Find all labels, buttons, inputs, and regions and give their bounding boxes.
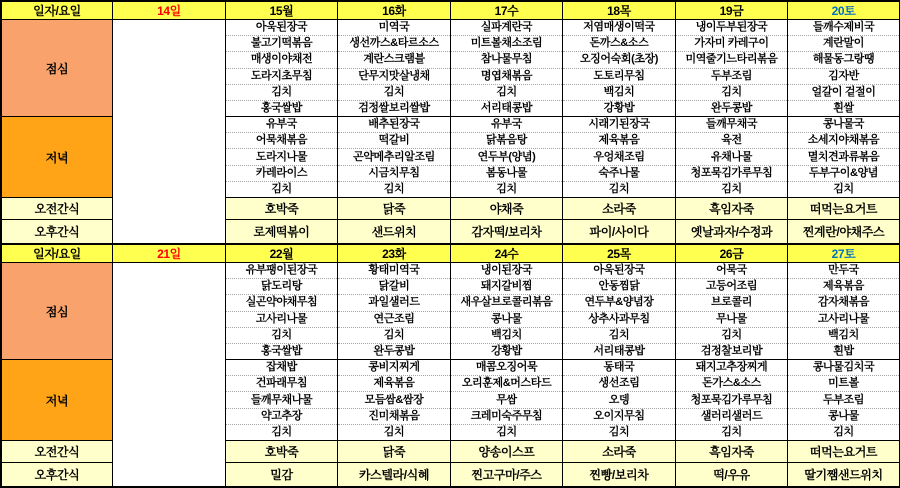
menu-item: 미역줄기느타리볶음 xyxy=(676,51,787,67)
menu-item: 오징어숙회(초장) xyxy=(563,51,675,67)
menu-cell xyxy=(338,360,451,441)
menu-cell xyxy=(338,20,451,117)
menu-item-stack xyxy=(451,20,562,116)
menu-item: 백김치 xyxy=(451,327,562,343)
snack-cell: 로제떡볶이 xyxy=(226,220,338,244)
menu-item: 들깨무채나물 xyxy=(226,391,337,407)
menu-cell xyxy=(676,20,788,117)
menu-item: 동태국 xyxy=(603,361,635,374)
morning_snack-row-label: 오전간식 xyxy=(2,198,113,220)
menu-item: 실파계란국 xyxy=(480,21,533,34)
menu-cell xyxy=(226,263,338,360)
menu-item: 유부국 xyxy=(491,118,522,131)
dinner-row-label: 저녁 xyxy=(2,360,113,441)
snack-cell: 밀감 xyxy=(226,463,338,487)
menu-item: 완두콩밥 xyxy=(676,100,787,116)
menu-item: 실곤약야채무침 xyxy=(226,294,337,310)
snack-cell: 닭죽 xyxy=(338,198,451,220)
menu-item: 김치 xyxy=(563,327,675,343)
menu-item: 아욱된장국 xyxy=(255,21,308,34)
menu-item: 백김치 xyxy=(563,84,675,100)
snack-cell: 소라죽 xyxy=(563,198,676,220)
menu-item-stack xyxy=(563,360,675,440)
menu-item: 냉이된장국 xyxy=(480,264,533,277)
snack-cell: 호박죽 xyxy=(226,198,338,220)
menu-item: 김치 xyxy=(338,181,450,197)
menu-item: 김치 xyxy=(788,424,899,440)
menu-item: 돈가스&소스 xyxy=(676,375,787,391)
menu-item: 닭볶음탕 xyxy=(451,132,562,148)
menu-item: 저염매생이떡국 xyxy=(583,21,655,34)
menu-item: 고사리나물 xyxy=(788,311,899,327)
menu-item: 들깨수제비국 xyxy=(812,21,875,34)
menu-item: 무쌈 xyxy=(451,391,562,407)
menu-item: 흰쌀 xyxy=(788,100,899,116)
corner-header: 일자/요일 xyxy=(2,245,113,263)
menu-item: 도토리무침 xyxy=(563,68,675,84)
menu-item: 안동찜닭 xyxy=(563,278,675,294)
snack-cell: 감자떡/보리차 xyxy=(451,220,563,244)
menu-item: 김치 xyxy=(451,84,562,100)
snack-cell: 찐빵/보리차 xyxy=(563,463,676,487)
menu-item: 돈까스&소스 xyxy=(563,35,675,51)
menu-item: 카레라이스 xyxy=(226,165,337,181)
menu-item-stack xyxy=(338,263,450,359)
menu-item: 크레미숙주무침 xyxy=(451,408,562,424)
menu-item: 생선까스&타르소스 xyxy=(338,35,450,51)
menu-item: 매콤오징어묵 xyxy=(475,361,538,374)
menu-item-stack xyxy=(451,263,562,359)
menu-item: 유채나물 xyxy=(676,148,787,164)
menu-item: 오뎅 xyxy=(563,391,675,407)
snack-cell: 흑임자죽 xyxy=(676,198,788,220)
menu-item: 오리훈제&머스타드 xyxy=(451,375,562,391)
menu-cell xyxy=(451,117,563,198)
menu-item-stack xyxy=(451,360,562,440)
menu-cell xyxy=(338,263,451,360)
menu-item: 봄동나물 xyxy=(451,165,562,181)
menu-cell xyxy=(451,20,563,117)
empty-date-column xyxy=(113,263,226,487)
day-header: 25목 xyxy=(563,245,676,263)
header-row xyxy=(2,2,900,20)
menu-item: 감자채볶음 xyxy=(788,294,899,310)
menu-item: 오이지무침 xyxy=(563,408,675,424)
menu-cell xyxy=(563,20,676,117)
menu-item: 강황밥 xyxy=(563,100,675,116)
menu-item-stack xyxy=(788,360,899,440)
menu-item: 돼지고추장찌게 xyxy=(695,361,768,374)
menu-item: 아욱된장국 xyxy=(593,264,645,277)
menu-item: 상추사과무침 xyxy=(563,311,675,327)
day-header: 19금 xyxy=(676,2,788,20)
menu-item: 홍국쌀밥 xyxy=(226,100,337,116)
menu-item: 유부국 xyxy=(266,118,297,131)
menu-item-stack xyxy=(563,117,675,197)
menu-item: 김치 xyxy=(451,424,562,440)
empty-date-column xyxy=(113,20,226,244)
menu-item-stack xyxy=(338,117,450,197)
menu-item: 진미채볶음 xyxy=(338,408,450,424)
menu-cell xyxy=(676,117,788,198)
afternoon_snack-row-label: 오후간식 xyxy=(2,463,113,487)
menu-item-stack xyxy=(563,263,675,359)
menu-item-stack xyxy=(788,263,899,359)
menu-item: 제육볶음 xyxy=(338,375,450,391)
menu-item: 소세지야채볶음 xyxy=(788,132,899,148)
menu-item-stack xyxy=(788,20,899,116)
day-header: 20토 xyxy=(788,2,900,20)
menu-item: 곤약메추리알조림 xyxy=(338,148,450,164)
day-header: 27토 xyxy=(788,245,900,263)
menu-item-stack xyxy=(676,20,787,116)
menu-item: 무나물 xyxy=(676,311,787,327)
menu-item: 냉이두부된장국 xyxy=(695,21,768,34)
menu-item: 완두콩밥 xyxy=(338,343,450,359)
day-header: 26금 xyxy=(676,245,788,263)
menu-cell xyxy=(226,360,338,441)
menu-item-stack xyxy=(226,117,337,197)
menu-item: 해물동그랑땡 xyxy=(788,51,899,67)
menu-item-stack xyxy=(226,20,337,116)
menu-item: 단무지맛살냉채 xyxy=(338,68,450,84)
menu-cell xyxy=(788,117,900,198)
menu-item: 숙주나물 xyxy=(563,165,675,181)
menu-item: 김치 xyxy=(338,84,450,100)
menu-item: 제육볶음 xyxy=(563,132,675,148)
menu-item: 어묵국 xyxy=(716,264,747,277)
menu-item: 모듬쌈&쌈장 xyxy=(338,391,450,407)
day-header: 22월 xyxy=(226,245,338,263)
menu-item: 청포묵김가루무침 xyxy=(676,165,787,181)
menu-item: 명엽채볶음 xyxy=(451,68,562,84)
menu-cell xyxy=(563,117,676,198)
corner-header: 일자/요일 xyxy=(2,2,113,20)
menu-item: 검정쌀보리쌀밥 xyxy=(338,100,450,116)
snack-cell: 옛날과자/수정과 xyxy=(676,220,788,244)
menu-item: 건파래무침 xyxy=(226,375,337,391)
menu-item: 홍국쌀밥 xyxy=(226,343,337,359)
day-header: 16화 xyxy=(338,2,451,20)
day-header: 17수 xyxy=(451,2,563,20)
menu-item: 김치 xyxy=(226,181,337,197)
day-header: 24수 xyxy=(451,245,563,263)
menu-cell xyxy=(338,117,451,198)
menu-cell xyxy=(788,360,900,441)
date-header: 21일 xyxy=(113,245,226,263)
menu-item-stack xyxy=(788,117,899,197)
menu-item: 검정찰보리밥 xyxy=(676,343,787,359)
lunch-row xyxy=(2,263,900,360)
menu-item: 떡갈비 xyxy=(338,132,450,148)
snack-cell: 야채죽 xyxy=(451,198,563,220)
menu-item: 만두국 xyxy=(828,264,859,277)
menu-item: 미트볼채소조림 xyxy=(451,35,562,51)
snack-cell: 떡/우유 xyxy=(676,463,788,487)
menu-item-stack xyxy=(676,263,787,359)
menu-item: 생선조림 xyxy=(563,375,675,391)
menu-item: 어묵채볶음 xyxy=(226,132,337,148)
menu-item: 가자미 카레구이 xyxy=(676,35,787,51)
menu-cell xyxy=(676,263,788,360)
menu-cell xyxy=(451,360,563,441)
menu-item: 콩나물김치국 xyxy=(812,361,875,374)
menu-item: 미역국 xyxy=(378,21,410,34)
day-header: 15월 xyxy=(226,2,338,20)
menu-item: 연근조림 xyxy=(338,311,450,327)
menu-item: 참나물무침 xyxy=(451,51,562,67)
menu-item: 강황밥 xyxy=(451,343,562,359)
header-row xyxy=(2,245,900,263)
menu-cell xyxy=(226,117,338,198)
menu-item: 흰밥 xyxy=(788,343,899,359)
menu-item: 콩나물국 xyxy=(823,118,864,131)
menu-item: 돼지갈비찜 xyxy=(451,278,562,294)
menu-item: 새우살브로콜리볶음 xyxy=(451,294,562,310)
menu-item-stack xyxy=(563,20,675,116)
snack-cell: 떠먹는요거트 xyxy=(788,198,900,220)
snack-cell: 소라죽 xyxy=(563,441,676,463)
menu-item: 두부조림 xyxy=(676,68,787,84)
menu-item-stack xyxy=(338,360,450,440)
menu-item: 김치 xyxy=(788,181,899,197)
menu-item: 김치 xyxy=(563,424,675,440)
menu-item: 과일샐러드 xyxy=(338,294,450,310)
menu-item: 시래기된장국 xyxy=(588,118,650,131)
menu-item: 김치 xyxy=(676,84,787,100)
menu-item: 육전 xyxy=(676,132,787,148)
menu-item: 매생이야채전 xyxy=(226,51,337,67)
menu-item-stack xyxy=(676,117,787,197)
snack-cell: 호박죽 xyxy=(226,441,338,463)
menu-item: 계란스크램블 xyxy=(338,51,450,67)
menu-cell xyxy=(563,263,676,360)
lunch-row xyxy=(2,20,900,117)
menu-item: 김치 xyxy=(563,181,675,197)
menu-item: 잡채밥 xyxy=(266,361,297,374)
menu-item: 김치 xyxy=(226,84,337,100)
snack-cell: 파이/사이다 xyxy=(563,220,676,244)
menu-item: 백김치 xyxy=(788,327,899,343)
menu-item: 콩비지찌게 xyxy=(368,361,420,374)
afternoon_snack-row-label: 오후간식 xyxy=(2,220,113,244)
snack-cell: 찐계란/야채주스 xyxy=(788,220,900,244)
menu-item: 김치 xyxy=(676,424,787,440)
lunch-row-label: 점심 xyxy=(2,20,113,117)
menu-item: 들깨무채국 xyxy=(705,118,758,131)
menu-item: 유부팽이된장국 xyxy=(245,264,318,277)
menu-cell xyxy=(788,20,900,117)
menu-item: 고사리나물 xyxy=(226,311,337,327)
snack-cell: 카스텔라/식혜 xyxy=(338,463,451,487)
snack-cell: 양송이스프 xyxy=(451,441,563,463)
menu-item: 김자반 xyxy=(788,68,899,84)
menu-item: 김치 xyxy=(676,327,787,343)
menu-item: 두부조림 xyxy=(788,391,899,407)
snack-cell: 찐고구마/주스 xyxy=(451,463,563,487)
menu-item: 브로콜리 xyxy=(676,294,787,310)
day-header: 23화 xyxy=(338,245,451,263)
menu-item-stack xyxy=(338,20,450,116)
menu-item: 시금치무침 xyxy=(338,165,450,181)
week-table xyxy=(1,1,900,244)
menu-item: 고등어조림 xyxy=(676,278,787,294)
snack-cell: 샌드위치 xyxy=(338,220,451,244)
menu-item: 김치 xyxy=(451,181,562,197)
menu-item: 도라지나물 xyxy=(226,148,337,164)
menu-item-stack xyxy=(451,117,562,197)
snack-cell: 딸기쨈샌드위치 xyxy=(788,463,900,487)
menu-item: 청포묵김가루무침 xyxy=(676,391,787,407)
menu-item: 콩나물 xyxy=(788,408,899,424)
menu-item: 두부구이&양념 xyxy=(788,165,899,181)
menu-item: 우엉채조림 xyxy=(563,148,675,164)
date-header: 14일 xyxy=(113,2,226,20)
menu-item: 배추된장국 xyxy=(368,118,420,131)
snack-cell: 흑임자죽 xyxy=(676,441,788,463)
menu-item: 콩나물 xyxy=(451,311,562,327)
menu-cell xyxy=(563,360,676,441)
menu-cell xyxy=(226,20,338,117)
menu-item: 약고추장 xyxy=(226,408,337,424)
menu-item: 서리태콩밥 xyxy=(563,343,675,359)
morning_snack-row-label: 오전간식 xyxy=(2,441,113,463)
menu-item: 김치 xyxy=(338,327,450,343)
menu-item: 김치 xyxy=(226,424,337,440)
menu-item: 김치 xyxy=(338,424,450,440)
menu-item: 얼갈이 겉절이 xyxy=(788,84,899,100)
week-table xyxy=(1,244,900,487)
menu-item: 샐러리샐러드 xyxy=(676,408,787,424)
menu-item: 닭갈비 xyxy=(338,278,450,294)
menu-item: 불고기떡볶음 xyxy=(226,35,337,51)
menu-item: 계란말이 xyxy=(788,35,899,51)
day-header: 18목 xyxy=(563,2,676,20)
menu-item-stack xyxy=(226,263,337,359)
menu-item: 미트볼 xyxy=(788,375,899,391)
menu-item: 김치 xyxy=(226,327,337,343)
snack-cell: 떠먹는요거트 xyxy=(788,441,900,463)
menu-item-stack xyxy=(226,360,337,440)
menu-item: 김치 xyxy=(676,181,787,197)
menu-item: 황태미역국 xyxy=(368,264,420,277)
snack-cell: 닭죽 xyxy=(338,441,451,463)
menu-item: 멸치견과류볶음 xyxy=(788,148,899,164)
menu-cell xyxy=(451,263,563,360)
menu-item: 연두부(양념) xyxy=(451,148,562,164)
lunch-row-label: 점심 xyxy=(2,263,113,360)
menu-item: 연두부&양념장 xyxy=(563,294,675,310)
menu-item-stack xyxy=(676,360,787,440)
menu-item: 서리태콩밥 xyxy=(451,100,562,116)
menu-cell xyxy=(788,263,900,360)
menu-item: 닭도리탕 xyxy=(226,278,337,294)
menu-item: 제육볶음 xyxy=(788,278,899,294)
dinner-row-label: 저녁 xyxy=(2,117,113,198)
menu-item: 도라지초무침 xyxy=(226,68,337,84)
menu-cell xyxy=(676,360,788,441)
